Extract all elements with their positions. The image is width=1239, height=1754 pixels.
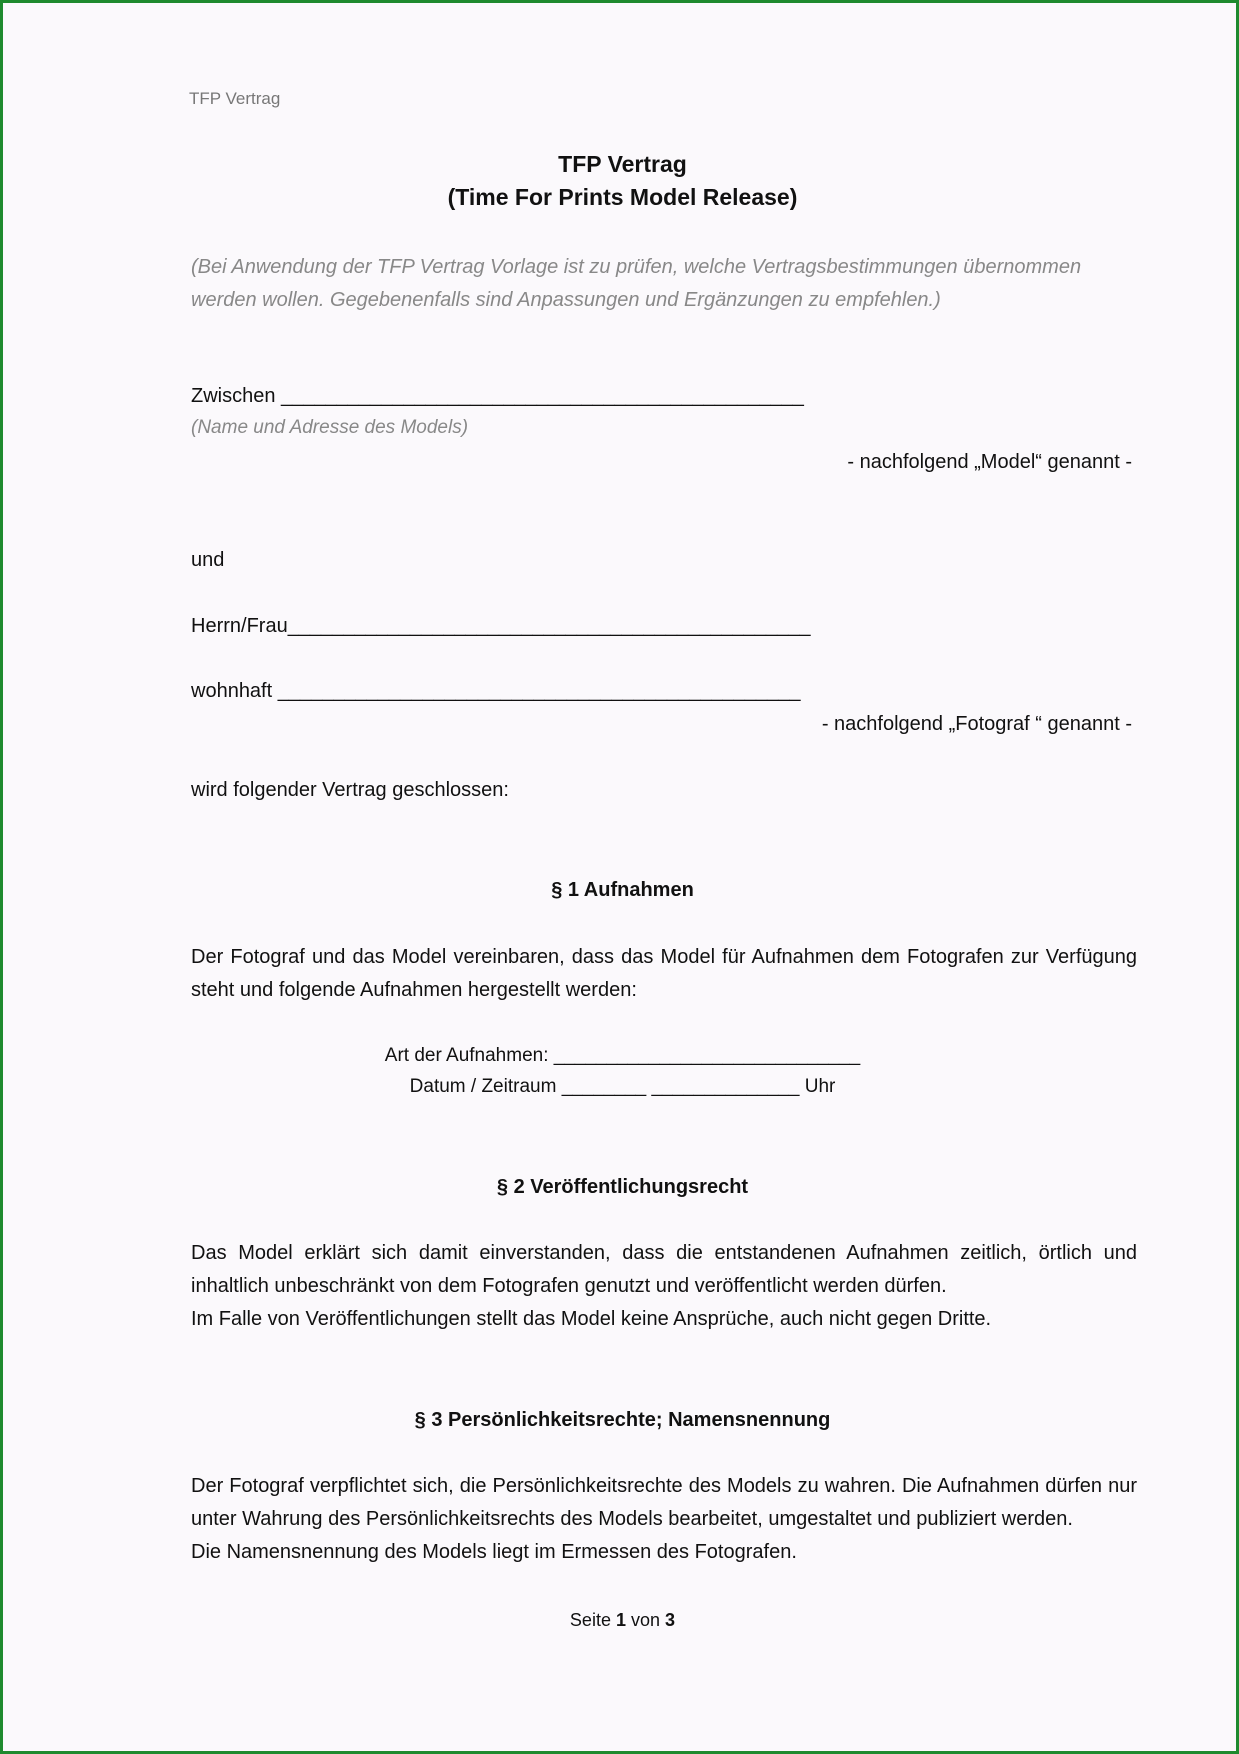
section-3-text [191,1470,1137,1569]
fotograf-designation: - nachfolgend „Fotograf “ genannt - [821,713,1132,735]
datum-zeitraum-line: Datum / Zeitraum ________ ______________ Uhr [409,1076,836,1097]
section-1-heading: § 1 Aufnahmen [551,879,694,901]
document-title: TFP Vertrag [558,151,687,177]
section-3-heading: § 3 Persönlichkeitsrechte; Namensnennung [414,1409,831,1431]
footer-seite-label: Seite [569,1610,611,1630]
document-header-label: TFP Vertrag [189,89,281,108]
document-subtitle: (Time For Prints Model Release) [447,184,798,210]
section-3-paragraph-2: Die Namensnennung des Models liegt im Ermessen des Fotografen. [191,1541,797,1563]
section-2-heading: § 2 Veröffentlichungsrecht [496,1176,749,1198]
footer-total-pages: 3 [665,1610,676,1630]
section-3-paragraph-1: Der Fotograf verpflichtet sich, die Persönlichkeitsrechte des Models zu wahren. Die Aufnahmen dürfen nur unter Wahrung des Persönlichkeitsrechts des Models bearbeitet, umgestaltet und publiziert werden. [191,1475,1137,1530]
section-2-text [191,1237,1137,1336]
contract-intro: wird folgender Vertrag geschlossen: [191,779,509,801]
footer-current-page: 1 [615,1610,626,1630]
model-name-hint: (Name und Adresse des Models) [191,417,469,438]
wohnhaft-line: wohnhaft _______________________________________________ [191,680,801,702]
section-1-text: Der Fotograf und das Model vereinbaren, dass das Model für Aufnahmen dem Fotografen zur Verfügung steht und folgende Aufnahmen hergestellt werden: [191,946,1137,1001]
art-der-aufnahmen-line: Art der Aufnahmen: _____________________________ [384,1045,861,1066]
page-footer [3,1610,1239,1631]
section-2-paragraph-1: Das Model erklärt sich damit einverstanden, dass die entstandenen Aufnahmen zeitlich, örtlich und inhaltlich unbeschränkt von dem Fotografen genutzt und veröffentlicht werden dürfen. [191,1242,1137,1297]
zwischen-line: Zwischen _______________________________________________ [191,385,804,407]
herr-frau-line: Herrn/Frau_______________________________________________ [191,615,811,637]
footer-von-label: von [631,1610,661,1630]
usage-hint: (Bei Anwendung der TFP Vertrag Vorlage ist zu prüfen, welche Vertragsbestimmungen übernommen werden wollen. Gegebenenfalls sind Anpassungen und Ergänzungen zu empfehlen.) [191,256,1082,311]
model-designation: - nachfolgend „Model“ genannt - [847,451,1132,473]
und-label: und [191,549,225,571]
section-2-paragraph-2: Im Falle von Veröffentlichungen stellt das Model keine Ansprüche, auch nicht gegen Dritte. [191,1308,992,1330]
